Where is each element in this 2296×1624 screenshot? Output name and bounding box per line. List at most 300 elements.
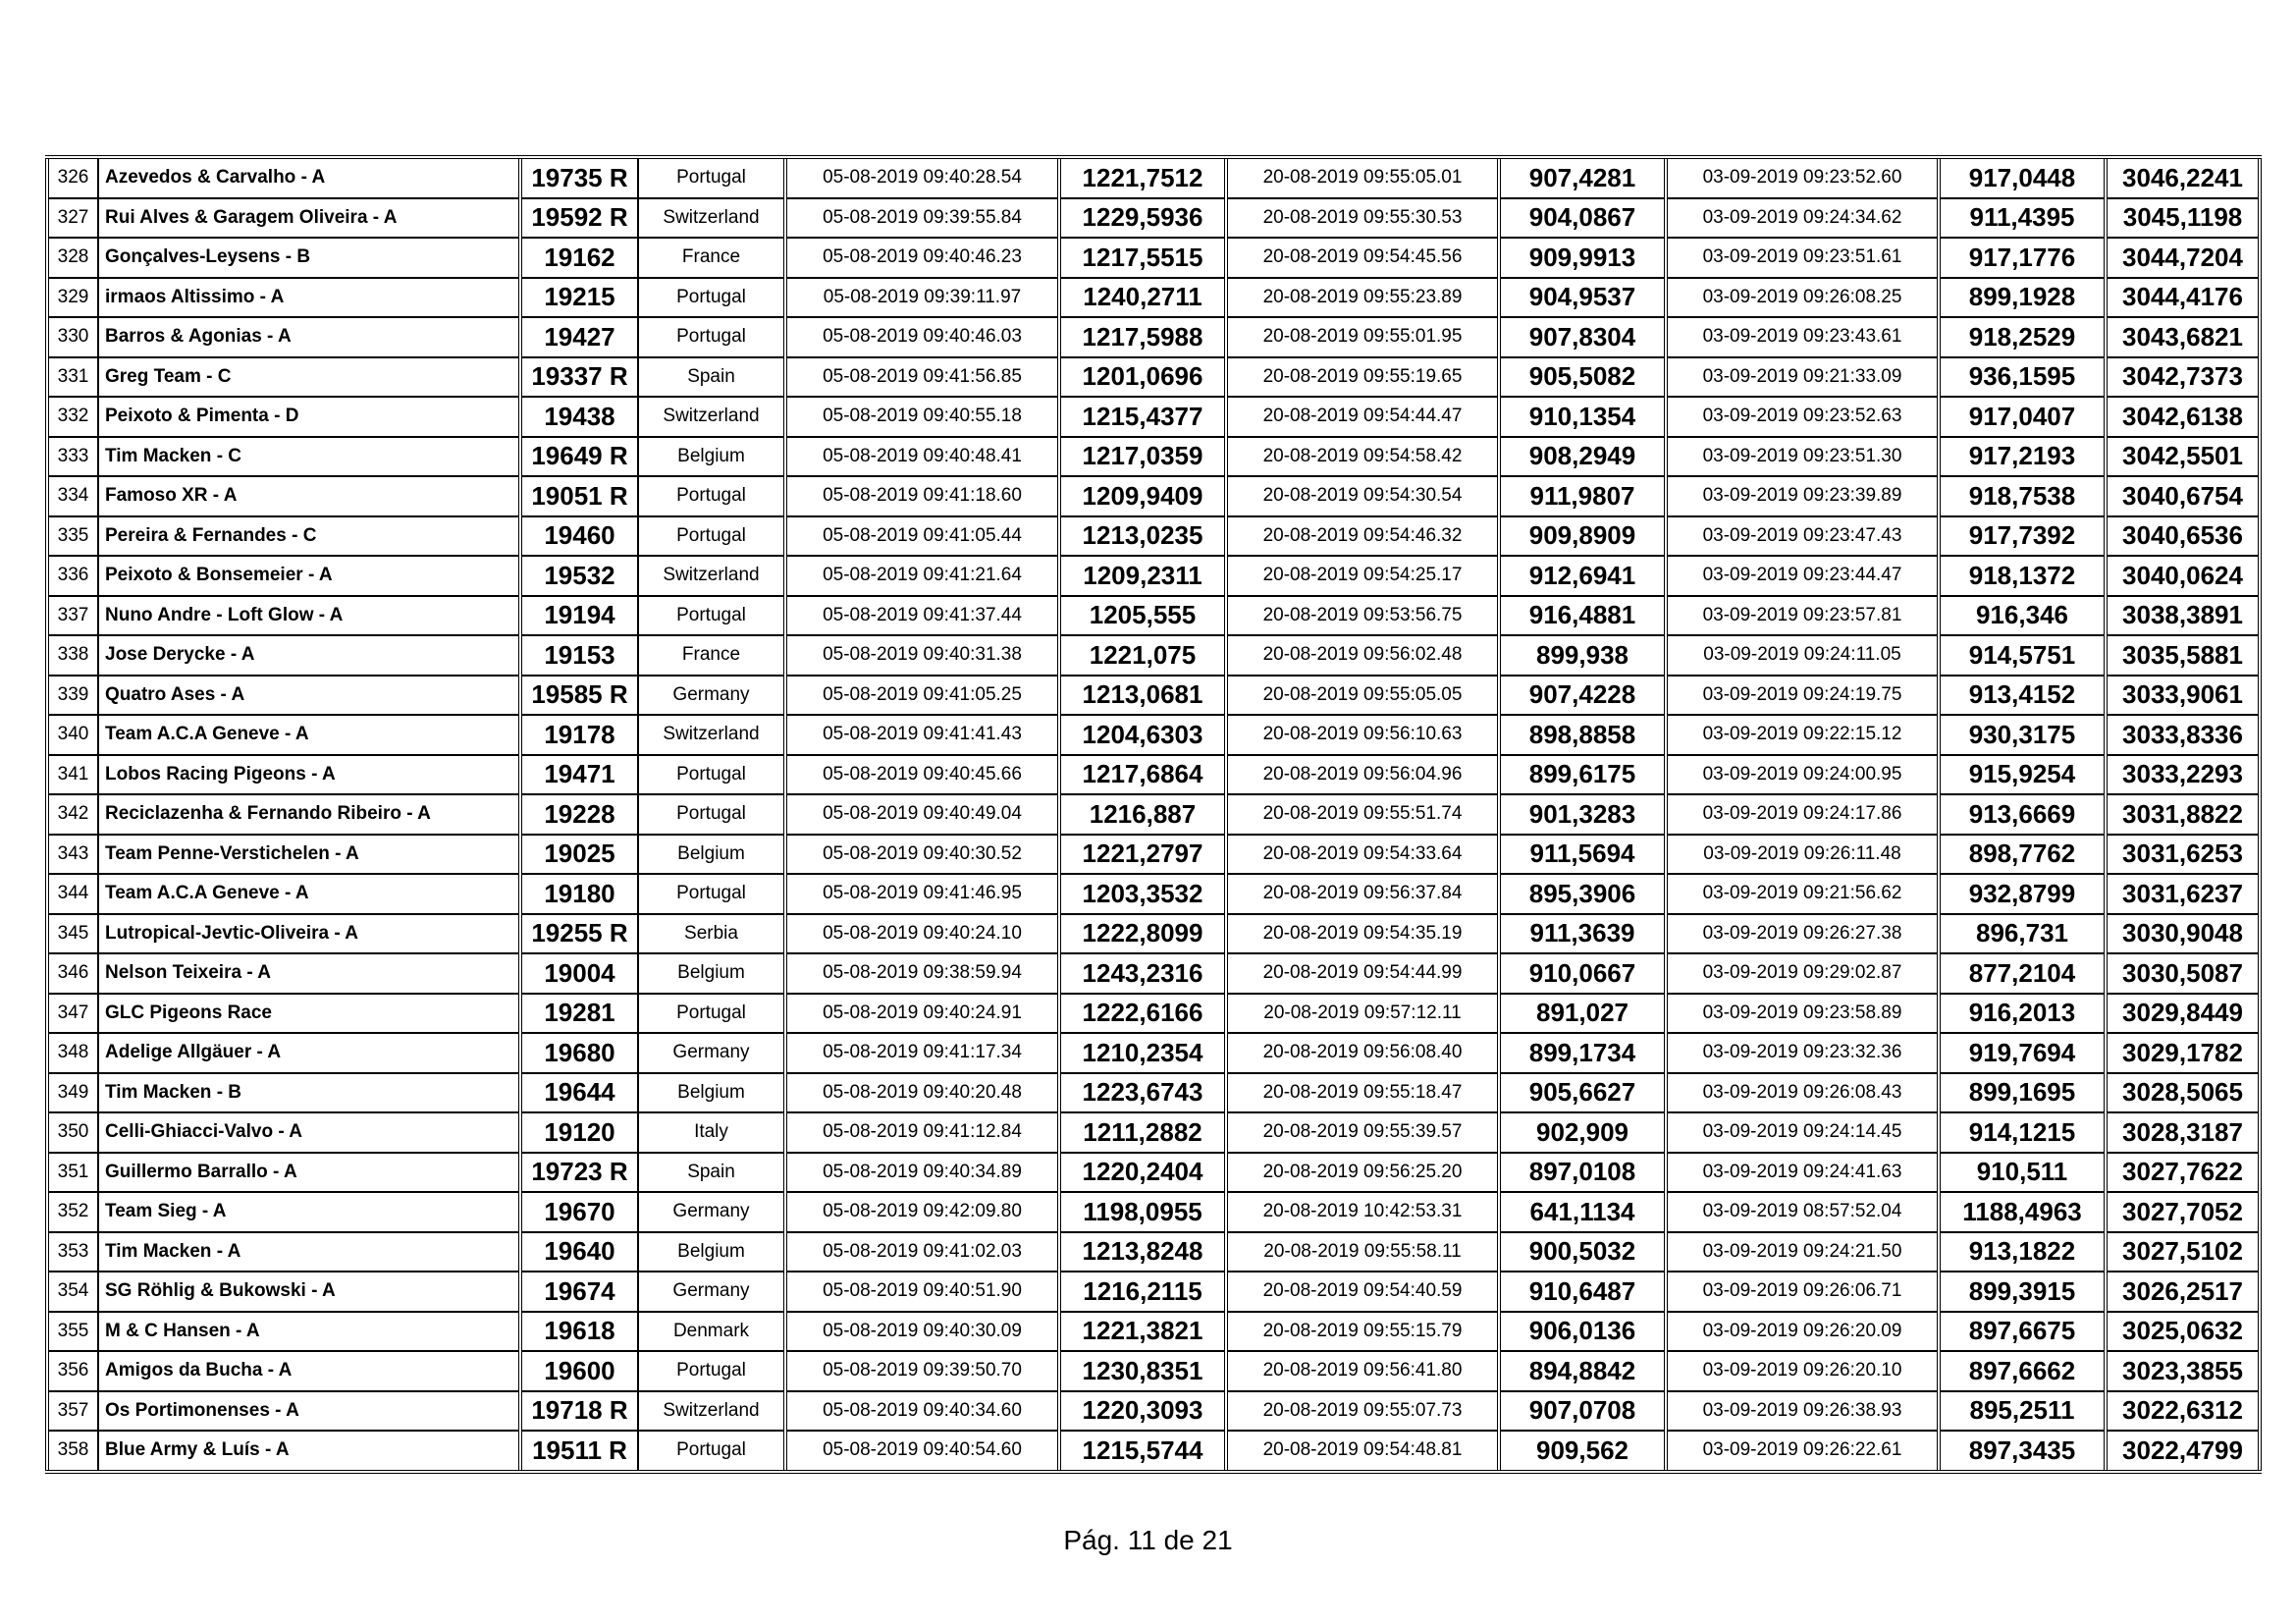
cell-velocity-3: 916,2013	[1939, 994, 2106, 1034]
cell-participant: Famoso XR - A	[98, 476, 520, 516]
cell-velocity-3: 899,3915	[1939, 1272, 2106, 1312]
cell-arrival-1: 05-08-2019 09:40:49.04	[785, 794, 1059, 835]
cell-velocity-2: 909,562	[1499, 1431, 1666, 1472]
cell-velocity-3: 895,2511	[1939, 1391, 2106, 1432]
cell-arrival-3: 03-09-2019 09:24:17.86	[1666, 794, 1939, 835]
cell-arrival-3: 03-09-2019 09:26:22.61	[1666, 1431, 1939, 1472]
cell-ring: 19004	[520, 953, 638, 994]
cell-velocity-2: 901,3283	[1499, 794, 1666, 835]
cell-participant: Lobos Racing Pigeons - A	[98, 755, 520, 795]
cell-arrival-2: 20-08-2019 09:54:58.42	[1226, 437, 1499, 477]
cell-total: 3038,3891	[2106, 596, 2260, 636]
cell-arrival-3: 03-09-2019 09:26:06.71	[1666, 1272, 1939, 1312]
cell-country: Portugal	[638, 596, 785, 636]
table-row	[47, 835, 2260, 875]
cell-arrival-3: 03-09-2019 08:57:52.04	[1666, 1192, 1939, 1232]
cell-position: 354	[47, 1272, 98, 1312]
cell-ring: 19511 R	[520, 1431, 638, 1472]
cell-total: 3022,6312	[2106, 1391, 2260, 1432]
table-row	[47, 994, 2260, 1034]
table-row	[47, 596, 2260, 636]
cell-arrival-3: 03-09-2019 09:24:34.62	[1666, 198, 1939, 239]
cell-country: Belgium	[638, 1073, 785, 1113]
cell-position: 343	[47, 835, 98, 875]
cell-arrival-3: 03-09-2019 09:23:51.30	[1666, 437, 1939, 477]
cell-velocity-3: 899,1695	[1939, 1073, 2106, 1113]
cell-velocity-1: 1229,5936	[1059, 198, 1226, 239]
table-row	[47, 1153, 2260, 1193]
cell-ring: 19180	[520, 874, 638, 914]
cell-country: Spain	[638, 1153, 785, 1193]
table-row	[47, 198, 2260, 239]
cell-ring: 19618	[520, 1312, 638, 1352]
cell-arrival-1: 05-08-2019 09:40:24.10	[785, 914, 1059, 954]
cell-position: 336	[47, 556, 98, 596]
cell-total: 3029,1782	[2106, 1033, 2260, 1073]
cell-arrival-1: 05-08-2019 09:41:05.25	[785, 676, 1059, 716]
cell-velocity-2: 910,0667	[1499, 953, 1666, 994]
cell-position: 351	[47, 1153, 98, 1193]
cell-position: 346	[47, 953, 98, 994]
cell-country: Portugal	[638, 1431, 785, 1472]
cell-arrival-1: 05-08-2019 09:41:41.43	[785, 715, 1059, 755]
table-row	[47, 157, 2260, 198]
cell-velocity-2: 909,9913	[1499, 238, 1666, 278]
cell-participant: Barros & Agonias - A	[98, 317, 520, 357]
cell-arrival-2: 20-08-2019 09:55:05.05	[1226, 676, 1499, 716]
cell-velocity-1: 1217,0359	[1059, 437, 1226, 477]
cell-arrival-1: 05-08-2019 09:42:09.80	[785, 1192, 1059, 1232]
cell-velocity-3: 910,511	[1939, 1153, 2106, 1193]
cell-arrival-1: 05-08-2019 09:40:30.09	[785, 1312, 1059, 1352]
cell-ring: 19592 R	[520, 198, 638, 239]
cell-total: 3040,6754	[2106, 476, 2260, 516]
cell-total: 3042,6138	[2106, 397, 2260, 437]
cell-ring: 19025	[520, 835, 638, 875]
cell-ring: 19438	[520, 397, 638, 437]
cell-arrival-3: 03-09-2019 09:23:58.89	[1666, 994, 1939, 1034]
cell-participant: Peixoto & Pimenta - D	[98, 397, 520, 437]
cell-arrival-2: 20-08-2019 09:55:15.79	[1226, 1312, 1499, 1352]
cell-position: 330	[47, 317, 98, 357]
cell-velocity-2: 904,9537	[1499, 278, 1666, 318]
cell-country: Switzerland	[638, 397, 785, 437]
cell-position: 339	[47, 676, 98, 716]
cell-total: 3031,8822	[2106, 794, 2260, 835]
cell-arrival-2: 20-08-2019 09:54:25.17	[1226, 556, 1499, 596]
cell-ring: 19178	[520, 715, 638, 755]
cell-velocity-3: 915,9254	[1939, 755, 2106, 795]
table-row	[47, 953, 2260, 994]
cell-velocity-1: 1221,2797	[1059, 835, 1226, 875]
cell-arrival-3: 03-09-2019 09:23:32.36	[1666, 1033, 1939, 1073]
cell-arrival-1: 05-08-2019 09:40:45.66	[785, 755, 1059, 795]
cell-position: 344	[47, 874, 98, 914]
cell-position: 357	[47, 1391, 98, 1432]
cell-velocity-3: 917,7392	[1939, 516, 2106, 557]
cell-arrival-3: 03-09-2019 09:23:52.63	[1666, 397, 1939, 437]
table-row	[47, 1431, 2260, 1472]
cell-position: 332	[47, 397, 98, 437]
cell-velocity-2: 911,3639	[1499, 914, 1666, 954]
cell-velocity-1: 1222,8099	[1059, 914, 1226, 954]
cell-velocity-2: 911,9807	[1499, 476, 1666, 516]
cell-velocity-2: 905,6627	[1499, 1073, 1666, 1113]
cell-position: 353	[47, 1232, 98, 1272]
cell-arrival-2: 20-08-2019 09:54:46.32	[1226, 516, 1499, 557]
cell-arrival-3: 03-09-2019 09:21:56.62	[1666, 874, 1939, 914]
cell-position: 334	[47, 476, 98, 516]
table-row	[47, 278, 2260, 318]
cell-velocity-2: 908,2949	[1499, 437, 1666, 477]
cell-velocity-1: 1221,075	[1059, 635, 1226, 676]
cell-total: 3027,5102	[2106, 1232, 2260, 1272]
table-row	[47, 1232, 2260, 1272]
cell-arrival-1: 05-08-2019 09:40:54.60	[785, 1431, 1059, 1472]
cell-velocity-1: 1209,9409	[1059, 476, 1226, 516]
cell-participant: SG Röhlig & Bukowski - A	[98, 1272, 520, 1312]
cell-arrival-2: 20-08-2019 09:54:48.81	[1226, 1431, 1499, 1472]
cell-arrival-1: 05-08-2019 09:40:24.91	[785, 994, 1059, 1034]
cell-country: Portugal	[638, 157, 785, 198]
cell-ring: 19337 R	[520, 357, 638, 398]
cell-position: 333	[47, 437, 98, 477]
cell-country: Belgium	[638, 953, 785, 994]
cell-velocity-3: 917,0407	[1939, 397, 2106, 437]
cell-velocity-1: 1220,2404	[1059, 1153, 1226, 1193]
cell-participant: Reciclazenha & Fernando Ribeiro - A	[98, 794, 520, 835]
cell-arrival-2: 20-08-2019 10:42:53.31	[1226, 1192, 1499, 1232]
cell-total: 3035,5881	[2106, 635, 2260, 676]
cell-position: 348	[47, 1033, 98, 1073]
cell-velocity-2: 894,8842	[1499, 1351, 1666, 1391]
cell-arrival-2: 20-08-2019 09:55:01.95	[1226, 317, 1499, 357]
cell-arrival-2: 20-08-2019 09:55:58.11	[1226, 1232, 1499, 1272]
cell-total: 3045,1198	[2106, 198, 2260, 239]
cell-velocity-2: 641,1134	[1499, 1192, 1666, 1232]
table-row	[47, 397, 2260, 437]
cell-arrival-1: 05-08-2019 09:41:12.84	[785, 1112, 1059, 1153]
cell-ring: 19532	[520, 556, 638, 596]
cell-country: Belgium	[638, 437, 785, 477]
cell-arrival-2: 20-08-2019 09:54:30.54	[1226, 476, 1499, 516]
cell-velocity-3: 898,7762	[1939, 835, 2106, 875]
cell-velocity-3: 911,4395	[1939, 198, 2106, 239]
cell-position: 349	[47, 1073, 98, 1113]
cell-velocity-1: 1213,0681	[1059, 676, 1226, 716]
cell-total: 3025,0632	[2106, 1312, 2260, 1352]
table-row	[47, 1312, 2260, 1352]
table-row	[47, 1391, 2260, 1432]
cell-ring: 19228	[520, 794, 638, 835]
cell-velocity-3: 916,346	[1939, 596, 2106, 636]
cell-total: 3033,2293	[2106, 755, 2260, 795]
cell-ring: 19255 R	[520, 914, 638, 954]
cell-country: Switzerland	[638, 556, 785, 596]
table-row	[47, 437, 2260, 477]
cell-arrival-3: 03-09-2019 09:24:11.05	[1666, 635, 1939, 676]
cell-total: 3022,4799	[2106, 1431, 2260, 1472]
cell-total: 3027,7622	[2106, 1153, 2260, 1193]
cell-velocity-2: 912,6941	[1499, 556, 1666, 596]
cell-arrival-2: 20-08-2019 09:55:23.89	[1226, 278, 1499, 318]
cell-velocity-1: 1215,5744	[1059, 1431, 1226, 1472]
cell-country: Switzerland	[638, 198, 785, 239]
cell-arrival-2: 20-08-2019 09:54:33.64	[1226, 835, 1499, 875]
cell-country: Portugal	[638, 278, 785, 318]
cell-arrival-1: 05-08-2019 09:40:34.60	[785, 1391, 1059, 1432]
cell-total: 3027,7052	[2106, 1192, 2260, 1232]
cell-position: 355	[47, 1312, 98, 1352]
cell-velocity-3: 918,1372	[1939, 556, 2106, 596]
cell-arrival-1: 05-08-2019 09:40:20.48	[785, 1073, 1059, 1113]
cell-position: 331	[47, 357, 98, 398]
table-row	[47, 476, 2260, 516]
cell-country: Portugal	[638, 874, 785, 914]
cell-participant: Rui Alves & Garagem Oliveira - A	[98, 198, 520, 239]
cell-velocity-1: 1209,2311	[1059, 556, 1226, 596]
cell-ring: 19471	[520, 755, 638, 795]
table-row	[47, 1073, 2260, 1113]
cell-arrival-3: 03-09-2019 09:23:39.89	[1666, 476, 1939, 516]
page-number: Pág. 11 de 21	[1063, 1525, 1233, 1555]
cell-arrival-3: 03-09-2019 09:26:11.48	[1666, 835, 1939, 875]
cell-velocity-2: 895,3906	[1499, 874, 1666, 914]
cell-velocity-2: 891,027	[1499, 994, 1666, 1034]
cell-country: Switzerland	[638, 715, 785, 755]
cell-arrival-2: 20-08-2019 09:56:04.96	[1226, 755, 1499, 795]
cell-country: Serbia	[638, 914, 785, 954]
cell-velocity-3: 913,6669	[1939, 794, 2106, 835]
cell-velocity-3: 897,6675	[1939, 1312, 2106, 1352]
cell-ring: 19674	[520, 1272, 638, 1312]
cell-arrival-1: 05-08-2019 09:40:28.54	[785, 157, 1059, 198]
cell-velocity-2: 911,5694	[1499, 835, 1666, 875]
cell-country: Italy	[638, 1112, 785, 1153]
cell-country: Belgium	[638, 835, 785, 875]
cell-arrival-1: 05-08-2019 09:41:21.64	[785, 556, 1059, 596]
cell-arrival-2: 20-08-2019 09:55:07.73	[1226, 1391, 1499, 1432]
cell-position: 347	[47, 994, 98, 1034]
cell-position: 338	[47, 635, 98, 676]
table-row	[47, 715, 2260, 755]
cell-total: 3026,2517	[2106, 1272, 2260, 1312]
cell-arrival-3: 03-09-2019 09:26:38.93	[1666, 1391, 1939, 1432]
table-row	[47, 238, 2260, 278]
cell-country: France	[638, 238, 785, 278]
cell-position: 329	[47, 278, 98, 318]
cell-velocity-1: 1215,4377	[1059, 397, 1226, 437]
cell-velocity-2: 897,0108	[1499, 1153, 1666, 1193]
cell-country: Switzerland	[638, 1391, 785, 1432]
cell-participant: Greg Team - C	[98, 357, 520, 398]
cell-participant: Lutropical-Jevtic-Oliveira - A	[98, 914, 520, 954]
table-row	[47, 1272, 2260, 1312]
cell-participant: Celli-Ghiacci-Valvo - A	[98, 1112, 520, 1153]
cell-participant: GLC Pigeons Race	[98, 994, 520, 1034]
cell-velocity-3: 897,6662	[1939, 1351, 2106, 1391]
cell-arrival-3: 03-09-2019 09:26:20.10	[1666, 1351, 1939, 1391]
cell-arrival-1: 05-08-2019 09:41:02.03	[785, 1232, 1059, 1272]
cell-arrival-2: 20-08-2019 09:55:18.47	[1226, 1073, 1499, 1113]
cell-ring: 19153	[520, 635, 638, 676]
cell-ring: 19718 R	[520, 1391, 638, 1432]
cell-velocity-3: 1188,4963	[1939, 1192, 2106, 1232]
cell-total: 3042,7373	[2106, 357, 2260, 398]
cell-velocity-3: 917,1776	[1939, 238, 2106, 278]
cell-ring: 19640	[520, 1232, 638, 1272]
cell-ring: 19670	[520, 1192, 638, 1232]
cell-total: 3031,6237	[2106, 874, 2260, 914]
cell-arrival-1: 05-08-2019 09:40:30.52	[785, 835, 1059, 875]
cell-velocity-3: 919,7694	[1939, 1033, 2106, 1073]
cell-arrival-2: 20-08-2019 09:54:44.47	[1226, 397, 1499, 437]
cell-arrival-1: 05-08-2019 09:41:05.44	[785, 516, 1059, 557]
table-row	[47, 794, 2260, 835]
cell-arrival-2: 20-08-2019 09:56:10.63	[1226, 715, 1499, 755]
cell-velocity-1: 1221,3821	[1059, 1312, 1226, 1352]
cell-arrival-1: 05-08-2019 09:41:18.60	[785, 476, 1059, 516]
cell-arrival-2: 20-08-2019 09:55:51.74	[1226, 794, 1499, 835]
cell-position: 345	[47, 914, 98, 954]
cell-country: Portugal	[638, 794, 785, 835]
cell-total: 3033,9061	[2106, 676, 2260, 716]
cell-ring: 19281	[520, 994, 638, 1034]
cell-country: Portugal	[638, 476, 785, 516]
cell-total: 3023,3855	[2106, 1351, 2260, 1391]
cell-participant: Amigos da Bucha - A	[98, 1351, 520, 1391]
cell-arrival-1: 05-08-2019 09:41:56.85	[785, 357, 1059, 398]
cell-ring: 19735 R	[520, 157, 638, 198]
cell-position: 326	[47, 157, 98, 198]
cell-position: 328	[47, 238, 98, 278]
cell-velocity-3: 877,2104	[1939, 953, 2106, 994]
cell-participant: Os Portimonenses - A	[98, 1391, 520, 1432]
cell-ring: 19644	[520, 1073, 638, 1113]
cell-ring: 19723 R	[520, 1153, 638, 1193]
cell-velocity-1: 1210,2354	[1059, 1033, 1226, 1073]
cell-velocity-1: 1217,5515	[1059, 238, 1226, 278]
cell-total: 3044,7204	[2106, 238, 2260, 278]
table-row	[47, 676, 2260, 716]
cell-participant: Azevedos & Carvalho - A	[98, 157, 520, 198]
cell-participant: Team Sieg - A	[98, 1192, 520, 1232]
cell-velocity-3: 914,1215	[1939, 1112, 2106, 1153]
cell-velocity-1: 1213,0235	[1059, 516, 1226, 557]
cell-velocity-1: 1216,2115	[1059, 1272, 1226, 1312]
cell-velocity-3: 917,2193	[1939, 437, 2106, 477]
cell-velocity-1: 1223,6743	[1059, 1073, 1226, 1113]
cell-arrival-1: 05-08-2019 09:40:46.03	[785, 317, 1059, 357]
cell-arrival-3: 03-09-2019 09:26:08.25	[1666, 278, 1939, 318]
table-row	[47, 1112, 2260, 1153]
cell-participant: Tim Macken - A	[98, 1232, 520, 1272]
cell-velocity-2: 899,938	[1499, 635, 1666, 676]
cell-velocity-3: 914,5751	[1939, 635, 2106, 676]
cell-ring: 19427	[520, 317, 638, 357]
cell-arrival-3: 03-09-2019 09:23:44.47	[1666, 556, 1939, 596]
cell-ring: 19194	[520, 596, 638, 636]
cell-participant: Gonçalves-Leysens - B	[98, 238, 520, 278]
cell-country: Portugal	[638, 516, 785, 557]
cell-ring: 19649 R	[520, 437, 638, 477]
cell-velocity-3: 930,3175	[1939, 715, 2106, 755]
cell-position: 335	[47, 516, 98, 557]
cell-position: 358	[47, 1431, 98, 1472]
cell-arrival-3: 03-09-2019 09:23:52.60	[1666, 157, 1939, 198]
cell-arrival-2: 20-08-2019 09:57:12.11	[1226, 994, 1499, 1034]
cell-total: 3033,8336	[2106, 715, 2260, 755]
cell-velocity-1: 1222,6166	[1059, 994, 1226, 1034]
cell-arrival-3: 03-09-2019 09:24:00.95	[1666, 755, 1939, 795]
cell-velocity-2: 907,4281	[1499, 157, 1666, 198]
cell-total: 3043,6821	[2106, 317, 2260, 357]
cell-arrival-1: 05-08-2019 09:40:31.38	[785, 635, 1059, 676]
cell-velocity-3: 913,4152	[1939, 676, 2106, 716]
cell-arrival-3: 03-09-2019 09:21:33.09	[1666, 357, 1939, 398]
cell-ring: 19162	[520, 238, 638, 278]
cell-arrival-2: 20-08-2019 09:56:25.20	[1226, 1153, 1499, 1193]
cell-velocity-1: 1221,7512	[1059, 157, 1226, 198]
table-row	[47, 516, 2260, 557]
cell-arrival-1: 05-08-2019 09:38:59.94	[785, 953, 1059, 994]
cell-arrival-1: 05-08-2019 09:40:48.41	[785, 437, 1059, 477]
cell-total: 3030,9048	[2106, 914, 2260, 954]
cell-velocity-2: 907,8304	[1499, 317, 1666, 357]
cell-country: France	[638, 635, 785, 676]
cell-velocity-2: 909,8909	[1499, 516, 1666, 557]
table-row	[47, 357, 2260, 398]
cell-participant: M & C Hansen - A	[98, 1312, 520, 1352]
cell-arrival-2: 20-08-2019 09:54:40.59	[1226, 1272, 1499, 1312]
cell-velocity-3: 932,8799	[1939, 874, 2106, 914]
cell-velocity-1: 1213,8248	[1059, 1232, 1226, 1272]
cell-country: Denmark	[638, 1312, 785, 1352]
cell-arrival-3: 03-09-2019 09:26:20.09	[1666, 1312, 1939, 1352]
cell-arrival-2: 20-08-2019 09:55:19.65	[1226, 357, 1499, 398]
cell-position: 337	[47, 596, 98, 636]
cell-participant: Nuno Andre - Loft Glow - A	[98, 596, 520, 636]
cell-total: 3046,2241	[2106, 157, 2260, 198]
cell-participant: Jose Derycke - A	[98, 635, 520, 676]
cell-velocity-3: 899,1928	[1939, 278, 2106, 318]
cell-velocity-3: 936,1595	[1939, 357, 2106, 398]
cell-country: Belgium	[638, 1232, 785, 1272]
cell-ring: 19600	[520, 1351, 638, 1391]
cell-velocity-1: 1217,5988	[1059, 317, 1226, 357]
cell-country: Germany	[638, 1033, 785, 1073]
cell-velocity-1: 1203,3532	[1059, 874, 1226, 914]
cell-country: Portugal	[638, 994, 785, 1034]
cell-velocity-2: 910,1354	[1499, 397, 1666, 437]
cell-participant: irmaos Altissimo - A	[98, 278, 520, 318]
cell-velocity-2: 899,6175	[1499, 755, 1666, 795]
cell-velocity-1: 1240,2711	[1059, 278, 1226, 318]
cell-velocity-2: 898,8858	[1499, 715, 1666, 755]
cell-velocity-2: 899,1734	[1499, 1033, 1666, 1073]
cell-position: 352	[47, 1192, 98, 1232]
cell-arrival-3: 03-09-2019 09:23:43.61	[1666, 317, 1939, 357]
table-row	[47, 1351, 2260, 1391]
cell-participant: Nelson Teixeira - A	[98, 953, 520, 994]
table-row	[47, 1033, 2260, 1073]
cell-arrival-1: 05-08-2019 09:41:17.34	[785, 1033, 1059, 1073]
cell-arrival-1: 05-08-2019 09:39:55.84	[785, 198, 1059, 239]
cell-arrival-1: 05-08-2019 09:40:34.89	[785, 1153, 1059, 1193]
cell-velocity-1: 1216,887	[1059, 794, 1226, 835]
cell-arrival-3: 03-09-2019 09:23:51.61	[1666, 238, 1939, 278]
cell-arrival-2: 20-08-2019 09:56:02.48	[1226, 635, 1499, 676]
